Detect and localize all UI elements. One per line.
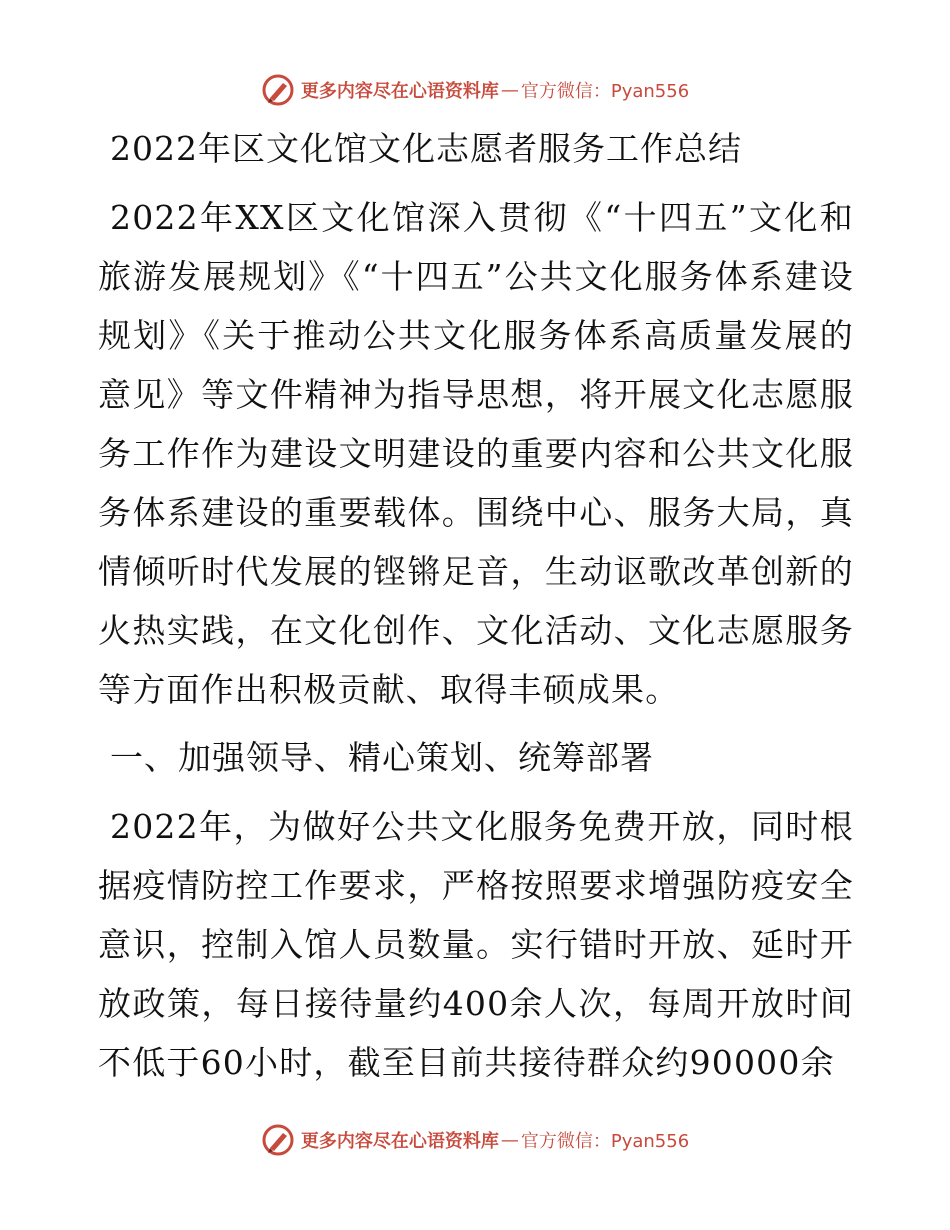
watermark-text: 更多内容尽在心语资料库 <box>300 1131 499 1152</box>
document-title: 2022年区文化馆文化志愿者服务工作总结 <box>110 129 742 168</box>
pen-logo-icon <box>261 1123 295 1157</box>
watermark-wechat: 官方微信：Pyan556 <box>520 1131 690 1152</box>
pen-logo-icon <box>261 73 295 107</box>
section-1-heading: 一、加强领导、精心策划、统筹部署 <box>110 738 654 777</box>
watermark-text: 更多内容尽在心语资料库 <box>300 81 499 102</box>
document-body <box>98 120 854 1102</box>
header-watermark <box>0 70 950 110</box>
footer-watermark <box>0 1120 950 1160</box>
section-1-paragraph: 2022年，为做好公共文化服务免费开放，同时根据疫情防控工作要求，严格按照要求增强防疫安全意识，控制入馆人员数量。实行错时开放、延时开放政策，每日接待量约400余人次，每周开放时间不低于60小时，截至目前共接待群众约90000余 <box>98 807 854 1082</box>
intro-paragraph: 2022年XX区文化馆深入贯彻《“十四五”文化和旅游发展规划》《“十四五”公共文化服务体系建设规划》《关于推动公共文化服务体系高质量发展的意见》等文件精神为指导思想，将开展文化志愿服务工作作为建设文明建设的重要内容和公共文化服务体系建设的重要载体。围绕中心、服务大局，真情倾听时代发展的铿锵足音，生动讴歌改革创新的火热实践，在文化创作、文化活动、文化志愿服务等方面作出积极贡献、取得丰硕成果。 <box>98 198 854 709</box>
watermark-wechat: 官方微信：Pyan556 <box>520 81 690 102</box>
watermark-separator: — <box>500 1129 519 1151</box>
watermark-separator: — <box>500 79 519 101</box>
